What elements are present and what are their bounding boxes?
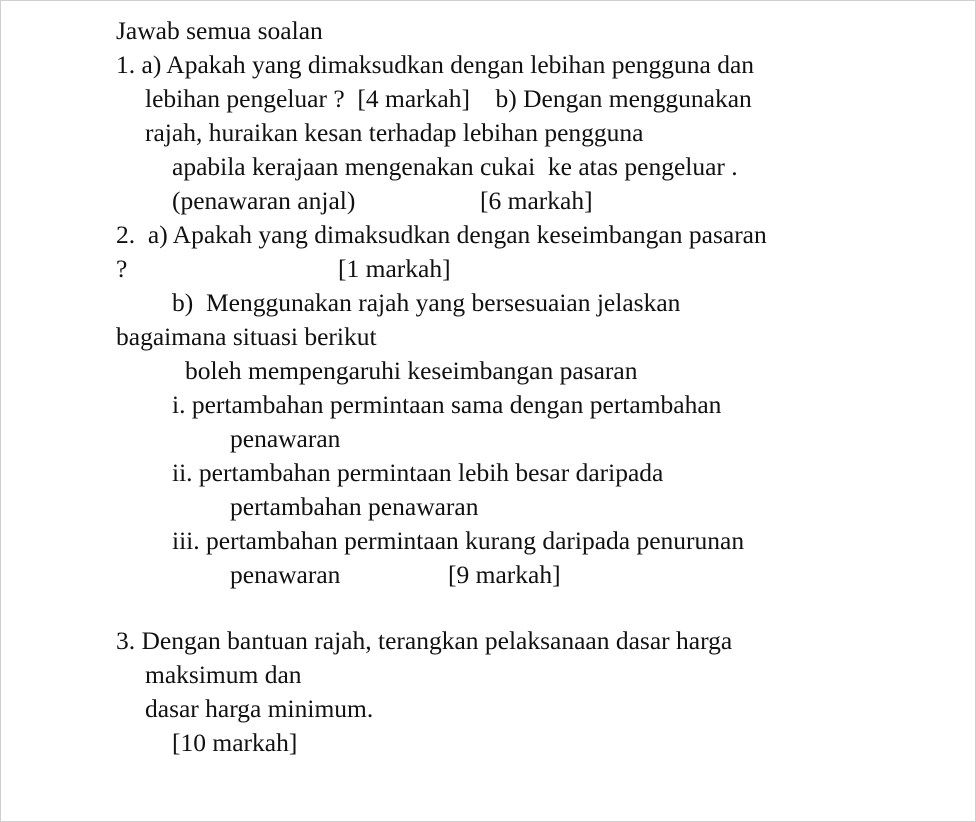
q3-line-2: maksimum dan <box>145 660 302 689</box>
q2-line-2: ? <box>116 254 128 283</box>
q2-line-5: boleh mempengaruhi keseimbangan pasaran <box>185 356 638 385</box>
q3-line-1: 3. Dengan bantuan rajah, terangkan pelaksanaan dasar harga <box>116 626 733 655</box>
q2-line-4: bagaimana situasi berikut <box>116 322 377 351</box>
q2-item-3-cont: penawaran <box>230 560 341 589</box>
q3-line-3: dasar harga minimum. <box>145 694 374 723</box>
q1-line-1: 1. a) Apakah yang dimaksudkan dengan lebihan pengguna dan <box>116 50 755 79</box>
q2a-marks: [1 markah] <box>338 254 451 283</box>
q3-marks: [10 markah] <box>172 728 298 757</box>
q2-item-1: i. pertambahan permintaan sama dengan pertambahan <box>172 390 722 419</box>
q2-line-1: 2. a) Apakah yang dimaksudkan dengan keseimbangan pasaran <box>116 220 767 249</box>
q2-item-3: iii. pertambahan permintaan kurang daripada penurunan <box>172 526 745 555</box>
q1-line-5: (penawaran anjal) <box>172 186 356 215</box>
q2-line-3: b) Menggunakan rajah yang bersesuaian jelaskan <box>172 288 681 317</box>
q2-item-2-cont: pertambahan penawaran <box>230 492 479 521</box>
q1-line-2: lebihan pengeluar ? [4 markah] b) Dengan menggunakan <box>145 84 752 113</box>
page-title: Jawab semua soalan <box>116 16 323 45</box>
q2b-marks: [9 markah] <box>448 560 561 589</box>
q2-item-2: ii. pertambahan permintaan lebih besar daripada <box>172 458 664 487</box>
q1-marks: [6 markah] <box>480 186 593 215</box>
q2-item-1-cont: penawaran <box>230 424 341 453</box>
q1-line-4: apabila kerajaan mengenakan cukai ke atas pengeluar . <box>172 152 738 181</box>
q1-line-3: rajah, huraikan kesan terhadap lebihan pengguna <box>145 118 644 147</box>
